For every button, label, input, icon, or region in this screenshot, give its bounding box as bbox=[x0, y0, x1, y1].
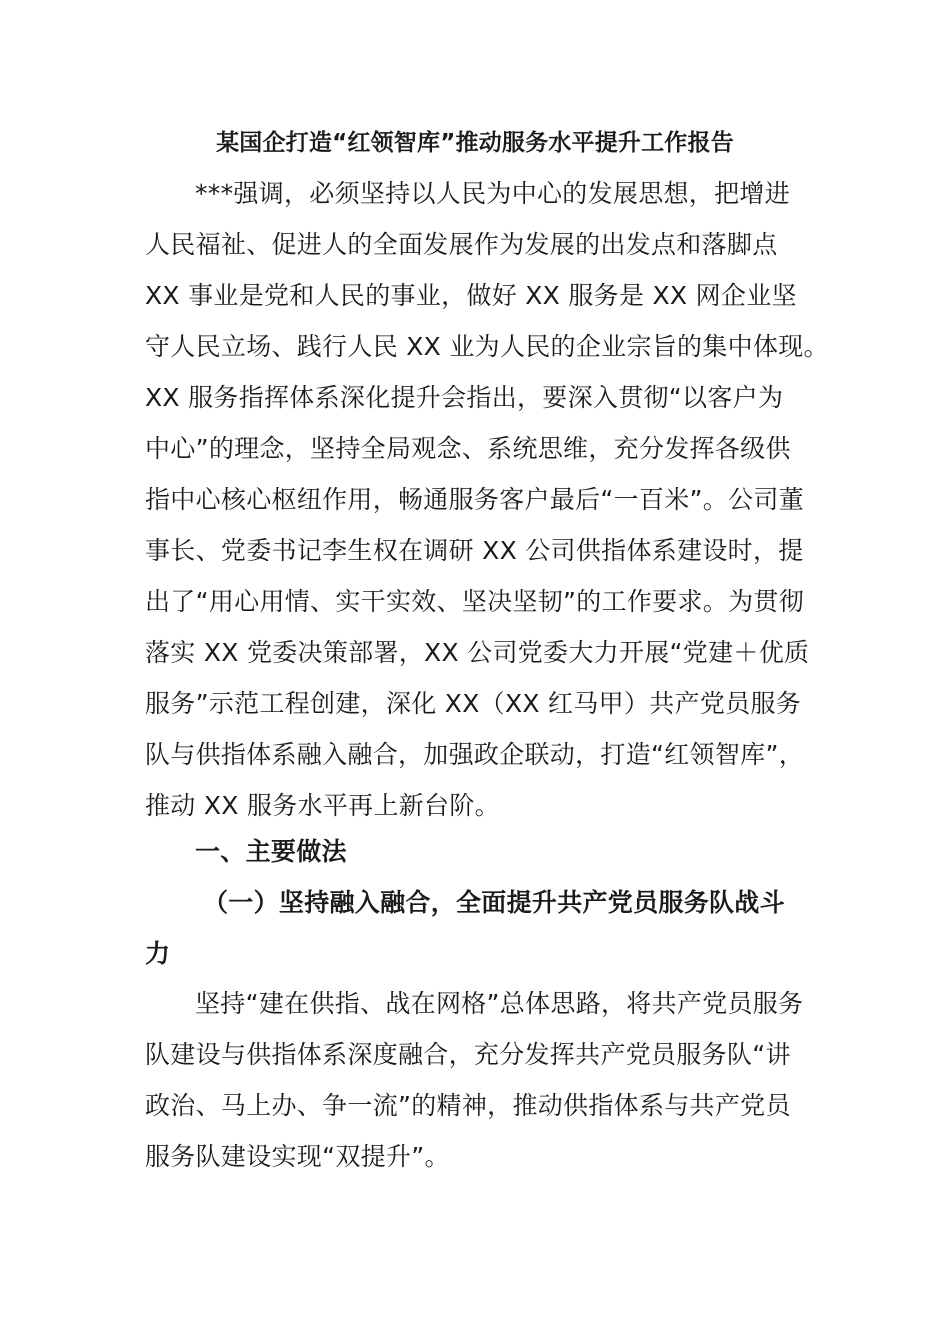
intro-line: 中心”的理念，坚持全局观念、系统思维，充分发挥各级供 bbox=[145, 434, 791, 463]
body-paragraph bbox=[145, 978, 815, 1182]
intro-line: ***强调，必须坚持以人民为中心的发展思想，把增进 bbox=[195, 179, 791, 208]
intro-line: 指中心核心枢纽作用，畅通服务客户最后“一百米”。公司董 bbox=[145, 485, 805, 514]
intro-line: 人民福祉、促进人的全面发展作为发展的出发点和落脚点 bbox=[145, 230, 778, 259]
subsection-heading-block bbox=[145, 877, 815, 979]
intro-line: XX 服务指挥体系深化提升会指出，要深入贯彻“以客户为 bbox=[145, 383, 784, 412]
body-line: 坚持“建在供指、战在网格”总体思路，将共产党员服务 bbox=[195, 989, 804, 1018]
intro-line: 推动 XX 服务水平再上新台阶。 bbox=[145, 791, 500, 820]
body-line: 服务队建设实现“双提升”。 bbox=[145, 1142, 450, 1171]
section-heading: 一、主要做法 bbox=[195, 837, 347, 866]
subsection-heading-line: （一）坚持融入融合，全面提升共产党员服务队战斗 bbox=[203, 888, 785, 917]
document-title: 某国企打造“红领智库”推动服务水平提升工作报告 bbox=[216, 130, 734, 156]
section-heading-block bbox=[145, 826, 815, 877]
intro-line: XX 事业是党和人民的事业，做好 XX 服务是 XX 网企业坚 bbox=[145, 281, 797, 310]
body-line: 政治、马上办、争一流”的精神，推动供指体系与共产党员 bbox=[145, 1091, 791, 1120]
body-line: 队建设与供指体系深度融合，充分发挥共产党员服务队“讲 bbox=[145, 1040, 791, 1069]
intro-line: 落实 XX 党委决策部署，XX 公司党委大力开展“党建＋优质 bbox=[145, 638, 810, 667]
intro-line: 守人民立场、践行人民 XX 业为人民的企业宗旨的集中体现。 bbox=[145, 332, 829, 361]
intro-line: 出了“用心用情、实干实效、坚决坚韧”的工作要求。为贯彻 bbox=[145, 587, 805, 616]
intro-line: 事长、党委书记李生权在调研 XX 公司供指体系建设时，提 bbox=[145, 536, 804, 565]
intro-paragraph bbox=[145, 168, 829, 831]
intro-line: 队与供指体系融入融合，加强政企联动，打造“红领智库”， bbox=[145, 740, 805, 769]
intro-line: 服务”示范工程创建，深化 XX（XX 红马甲）共产党员服务 bbox=[145, 689, 802, 718]
subsection-heading-line: 力 bbox=[145, 939, 171, 968]
